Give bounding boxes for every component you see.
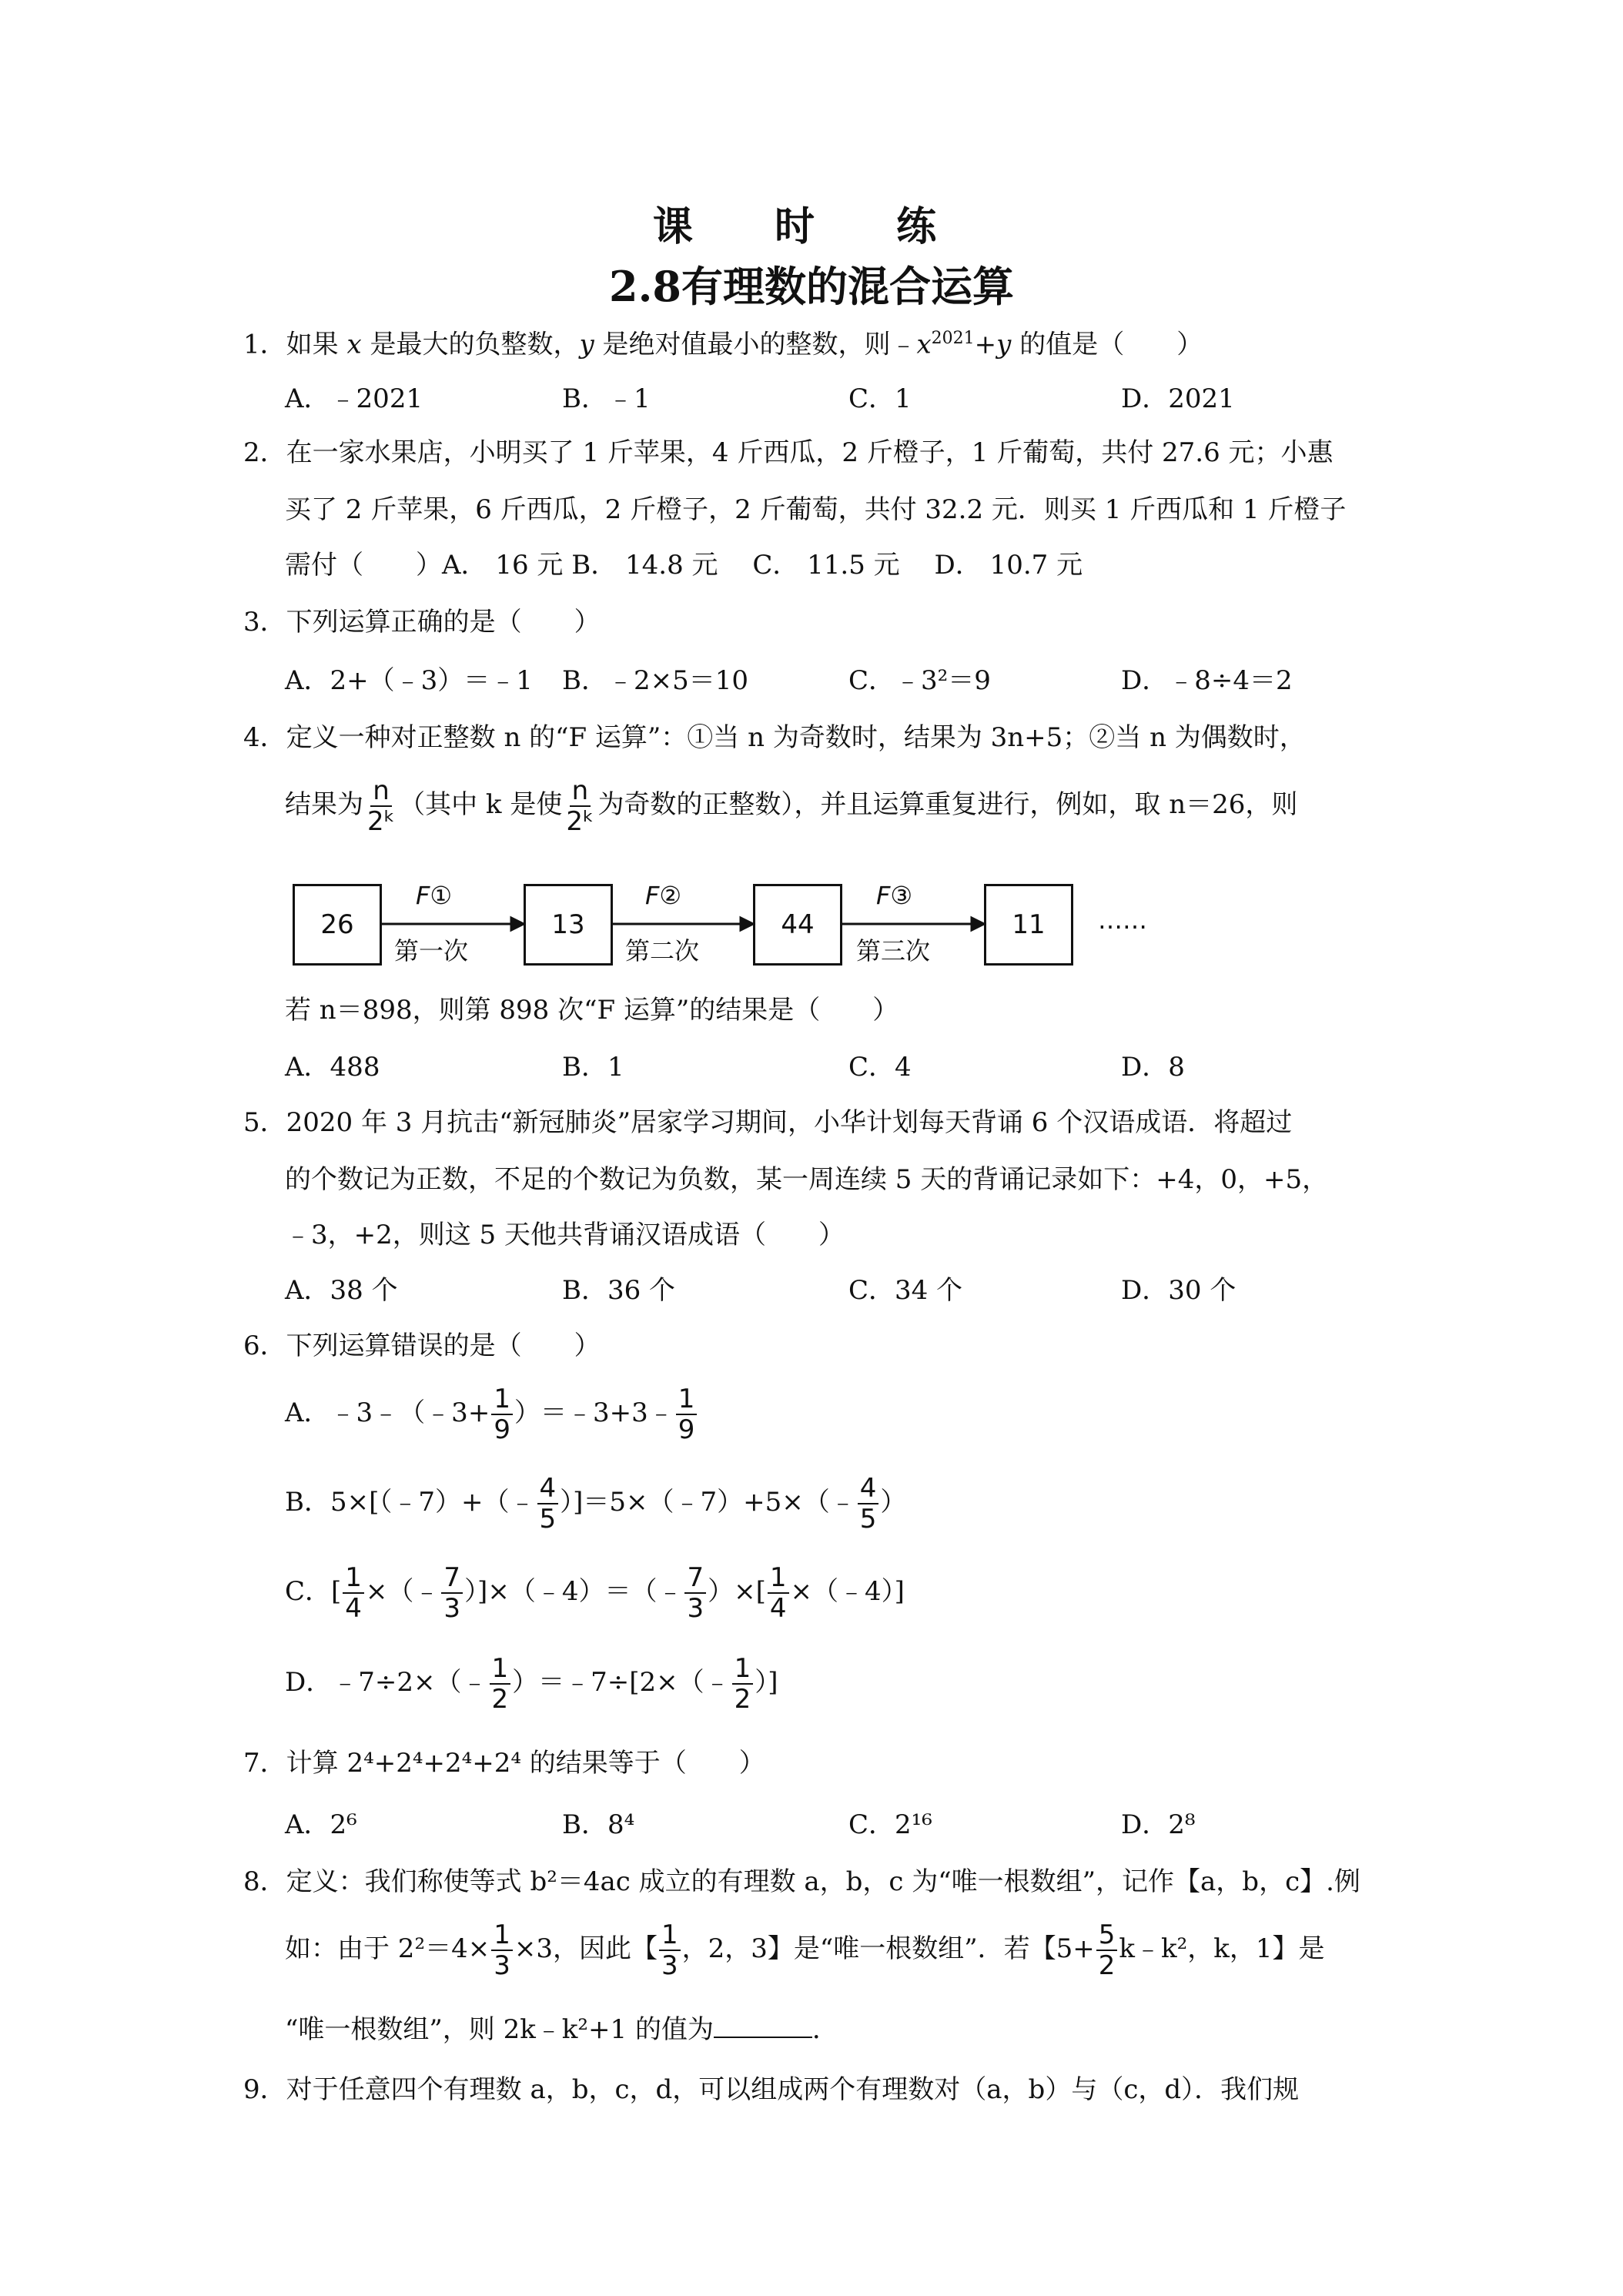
flow-box-11: 11 bbox=[984, 884, 1073, 966]
fraction-n-over-2k: $\frac{n}{\text{2ᵏ}}$ bbox=[367, 775, 396, 837]
q1-option-b: B．﹣1 bbox=[562, 383, 651, 414]
q6-option-c: C．[ $\frac{1}{4}$ ×（﹣ $\frac{7}{3}$ ）]×（﹣4）＝（﹣ $\frac{7}{3}$ ）×[ $\frac{1}{4}$ ×（﹣4）] bbox=[285, 1562, 905, 1624]
question-4-line-3: 若 n＝898，则第 898 次“F 运算”的结果是（ ） bbox=[285, 995, 899, 1026]
flow-box-44: 44 bbox=[753, 884, 842, 966]
q3-option-b: B．﹣2×5＝10 bbox=[562, 665, 749, 696]
q4-option-d: D．8 bbox=[1121, 1052, 1185, 1083]
q3-option-c: C．﹣3²＝9 bbox=[848, 665, 991, 696]
flow-ellipsis: …… bbox=[1098, 905, 1147, 935]
question-2-line-3: 需付（ ）A． 16 元 B． 14.8 元 C． 11.5 元 D． 10.7 元 bbox=[285, 550, 1083, 581]
q4-option-c: C．4 bbox=[848, 1052, 912, 1083]
flow-step-1: 第一次 bbox=[394, 936, 469, 966]
flow-arrows bbox=[0, 0, 1623, 1078]
flow-box-26: 26 bbox=[293, 884, 382, 966]
q7-option-a: A．2⁶ bbox=[285, 1809, 357, 1840]
q1-option-c: C．1 bbox=[848, 383, 912, 414]
flow-op-2: F② bbox=[645, 881, 682, 910]
question-4-line-1: 4．定义一种对正整数 n 的“F 运算”：①当 n 为奇数时，结果为 3n+5；②当 n 为偶数时， bbox=[243, 722, 1306, 753]
fraction-n-over-2k: $\frac{n}{\text{2ᵏ}}$ bbox=[566, 775, 594, 837]
q5-option-b: B．36 个 bbox=[562, 1275, 676, 1306]
question-2-line-2: 买了 2 斤苹果，6 斤西瓜，2 斤橙子，2 斤葡萄，共付 32.2 元．则买 1 斤西瓜和 1 斤橙子 bbox=[285, 494, 1347, 525]
flow-step-2: 第二次 bbox=[625, 936, 700, 966]
flow-op-3: F③ bbox=[876, 881, 913, 910]
q7-option-b: B．8⁴ bbox=[562, 1809, 635, 1840]
q1-option-d: D．2021 bbox=[1121, 383, 1235, 414]
q6-option-d: D．﹣7÷2×（﹣ $\frac{1}{2}$ ）＝﹣7÷[2×（﹣ $\frac{1}{2}$ ）] bbox=[285, 1653, 778, 1715]
flow-arrowhead-2 bbox=[741, 918, 753, 930]
question-6-stem: 6．下列运算错误的是（ ） bbox=[243, 1330, 601, 1361]
lesson-title: 2.8有理数的混合运算 bbox=[609, 262, 1014, 311]
q5-option-d: D．30 个 bbox=[1121, 1275, 1236, 1306]
q5-option-c: C．34 个 bbox=[848, 1275, 963, 1306]
question-2-line-1: 2．在一家水果店，小明买了 1 斤苹果，4 斤西瓜，2 斤橙子，1 斤葡萄，共付 27.6 元；小惠 bbox=[243, 437, 1334, 468]
q7-option-d: D．2⁸ bbox=[1121, 1809, 1196, 1840]
question-4-line-2: 结果为 $\frac{n}{\text{2ᵏ}}$ （其中 k 是使 $\frac{n}{\text{2ᵏ}}$ 为奇数的正整数），并且运算重复进行，例如，取 n＝26，则 bbox=[285, 775, 1298, 837]
flow-box-13: 13 bbox=[524, 884, 613, 966]
q4-option-a: A．488 bbox=[285, 1052, 380, 1083]
question-5-line-3: ﹣3，+2，则这 5 天他共背诵汉语成语（ ） bbox=[285, 1220, 845, 1250]
answer-blank[interactable] bbox=[714, 2013, 812, 2038]
question-5-line-2: 的个数记为正数，不足的个数记为负数，某一周连续 5 天的背诵记录如下：+4，0，+5， bbox=[285, 1164, 1329, 1195]
question-5-line-1: 5．2020 年 3 月抗击“新冠肺炎”居家学习期间，小华计划每天背诵 6 个汉语成语．将超过 bbox=[243, 1107, 1293, 1138]
question-7-stem: 7．计算 2⁴+2⁴+2⁴+2⁴ 的结果等于（ ） bbox=[243, 1748, 765, 1779]
question-8-line-1: 8．定义：我们称使等式 b²＝4ac 成立的有理数 a，b，c 为“唯一根数组”，记作【a，b，c】.例 bbox=[243, 1866, 1360, 1897]
flow-arrowhead-3 bbox=[972, 918, 984, 930]
flow-step-3: 第三次 bbox=[856, 936, 931, 966]
q7-option-c: C．2¹⁶ bbox=[848, 1809, 932, 1840]
q5-option-a: A．38 个 bbox=[285, 1275, 398, 1306]
q6-option-a: A．﹣3﹣（﹣3+ $\frac{1}{9}$ ）＝﹣3+3﹣ $\frac{1}{9}$ bbox=[285, 1378, 698, 1448]
q3-option-a: A．2+（﹣3）＝﹣1 bbox=[285, 665, 533, 696]
flow-op-1: F① bbox=[416, 881, 453, 910]
worksheet-title: 课 时 练 bbox=[652, 203, 971, 250]
flow-arrowhead-1 bbox=[511, 918, 524, 930]
q4-option-b: B．1 bbox=[562, 1052, 624, 1083]
question-9-line-1: 9．对于任意四个有理数 a，b，c，d，可以组成两个有理数对（a，b）与（c，d）．我们规 bbox=[243, 2074, 1300, 2105]
question-8-line-2: 如：由于 2²＝4× $\frac{1}{3}$ ×3，因此【 $\frac{1}{3}$ ，2，3】是“唯一根数组”．若【5+ $\frac{5}{2}$ k﹣k²，k，1】是 bbox=[285, 1919, 1325, 1981]
question-1-stem: 1．如果 x 是最大的负整数，y 是绝对值最小的整数，则$﹣x^{2021}+y$ 的值是（ ） bbox=[243, 329, 1203, 360]
q3-option-d: D．﹣8÷4＝2 bbox=[1121, 665, 1293, 696]
question-8-line-3: “唯一根数组”，则 2k﹣k²+1 的值为 ． bbox=[285, 2014, 838, 2045]
q6-option-b: B．5×[（﹣7）+（﹣ $\frac{4}{5}$ ）]＝5×（﹣7）+5×（﹣ $\frac{4}{5}$ ） bbox=[285, 1473, 907, 1535]
q1-option-a: A．﹣2021 bbox=[285, 383, 423, 414]
question-3-stem: 3．下列运算正确的是（ ） bbox=[243, 607, 601, 638]
